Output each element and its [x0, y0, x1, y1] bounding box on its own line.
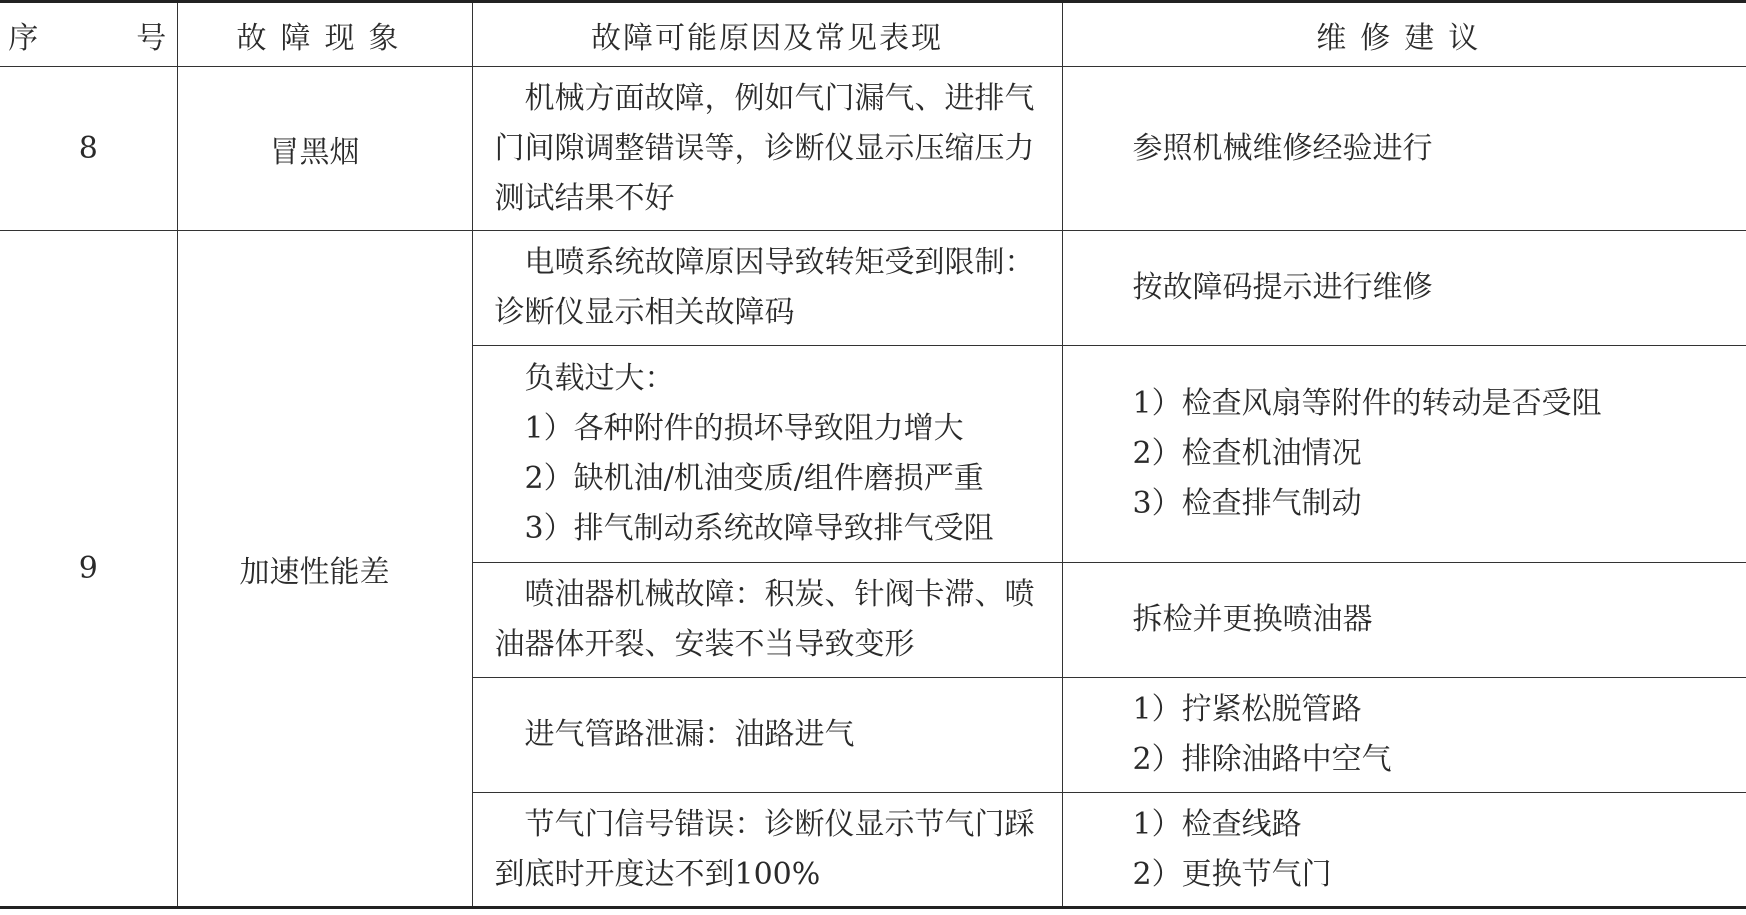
row-suggestion — [1062, 67, 1746, 231]
header-symptom: 故障现象 — [177, 2, 472, 67]
row-symptom: 加速性能差 — [177, 231, 472, 908]
suggestion-text: 参照机械维修经验进行 — [1132, 130, 1433, 166]
suggestion-text: 拆检并更换喷油器 — [1132, 602, 1373, 637]
suggestion-item: 2）更换节气门 — [1132, 856, 1332, 892]
suggestion-item: 1）拧紧松脱管路 — [1132, 692, 1362, 727]
table-row — [0, 231, 1746, 346]
cause-item: 1）各种附件的损坏导致阻力增大 — [524, 411, 964, 446]
row-cause — [472, 67, 1062, 231]
row-cause — [472, 563, 1062, 678]
row-suggestion — [1062, 563, 1746, 678]
cause-text: 节气门信号错误：诊断仪显示节气门踩到底时开度达不到100% — [494, 806, 1035, 892]
cause-item: 3）排气制动系统故障导致排气受阻 — [524, 511, 994, 546]
suggestion-text: 按故障码提示进行维修 — [1132, 270, 1433, 305]
suggestion-item: 1）检查风扇等附件的转动是否受阻 — [1132, 386, 1602, 421]
cause-text: 电喷系统故障原因导致转矩受到限制：诊断仪显示相关故障码 — [494, 245, 1035, 330]
suggestion-item: 3）检查排气制动 — [1132, 486, 1362, 521]
row-number: 9 — [0, 231, 177, 908]
table-row — [0, 67, 1746, 231]
row-cause — [472, 346, 1062, 563]
row-suggestion — [1062, 346, 1746, 563]
cause-text: 进气管路泄漏：油路进气 — [524, 717, 855, 752]
header-cause: 故障可能原因及常见表现 — [472, 2, 1062, 67]
row-cause — [472, 678, 1062, 793]
row-cause — [472, 793, 1062, 908]
header-suggestion: 维修建议 — [1062, 2, 1746, 67]
header-seq: 序 号 — [0, 2, 177, 67]
row-suggestion — [1062, 678, 1746, 793]
cause-item: 2）缺机油/机油变质/组件磨损严重 — [524, 461, 984, 496]
row-cause — [472, 231, 1062, 346]
row-suggestion — [1062, 231, 1746, 346]
cause-text: 机械方面故障，例如气门漏气、进排气门间隙调整错误等，诊断仪显示压缩压力测试结果不好 — [494, 80, 1035, 216]
cause-text: 喷油器机械故障：积炭、针阀卡滞、喷油器体开裂、安装不当导致变形 — [494, 577, 1035, 662]
row-suggestion — [1062, 793, 1746, 908]
cause-title: 负载过大： — [524, 361, 675, 396]
row-symptom: 冒黑烟 — [177, 67, 472, 231]
row-number: 8 — [0, 67, 177, 231]
suggestion-item: 2）排除油路中空气 — [1132, 742, 1392, 777]
suggestion-item: 2）检查机油情况 — [1132, 436, 1362, 471]
table-header-row — [0, 2, 1746, 67]
suggestion-item: 1）检查线路 — [1132, 806, 1302, 842]
